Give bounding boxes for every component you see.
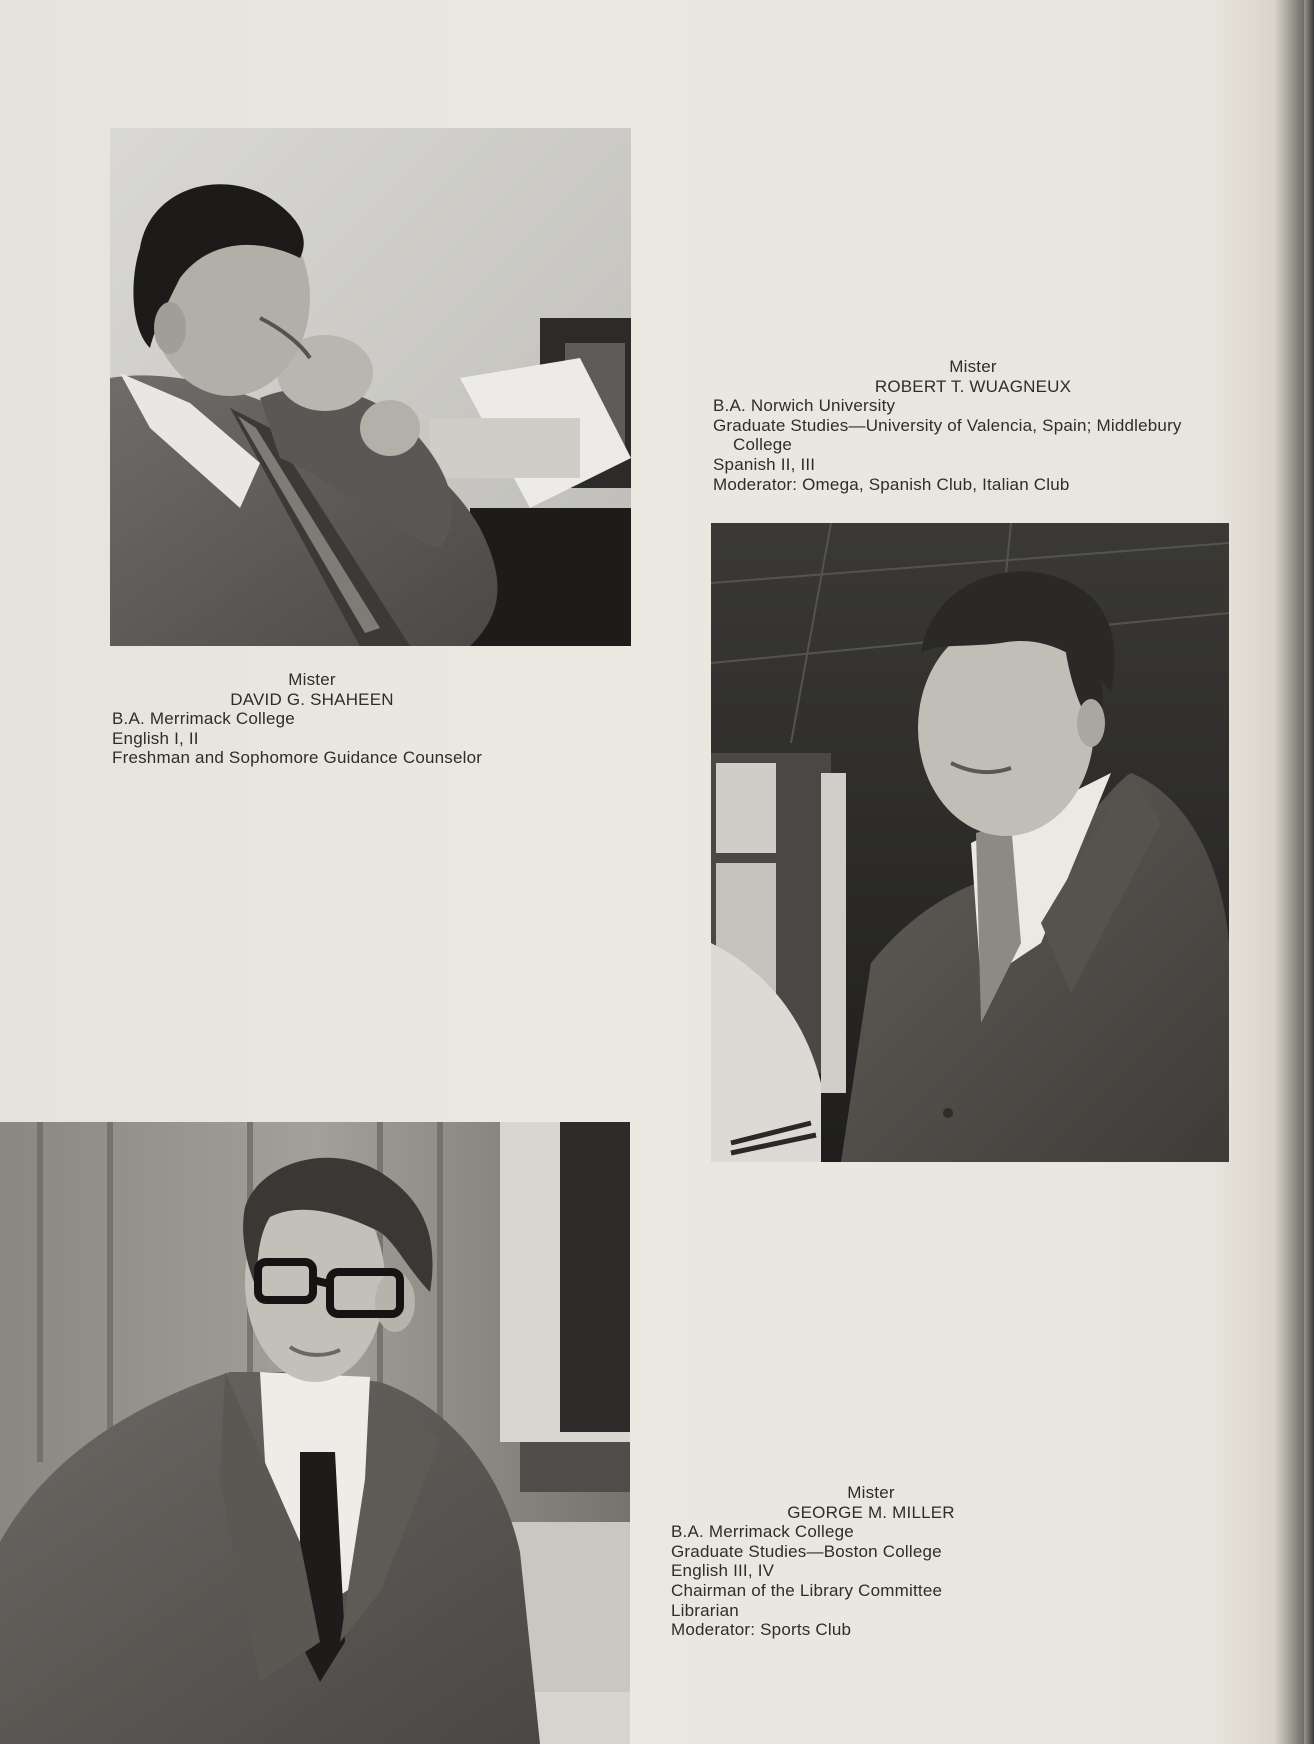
page-edge-shadow: [1304, 0, 1314, 1744]
teacher-name: DAVID G. SHAHEEN: [230, 689, 394, 709]
librarian-role: Librarian: [671, 1600, 739, 1620]
honorific: Mister: [847, 1483, 895, 1502]
courses: Spanish II, III: [713, 454, 816, 474]
teacher-name: GEORGE M. MILLER: [787, 1502, 955, 1522]
moderator: Moderator: Omega, Spanish Club, Italian Club: [713, 474, 1070, 494]
role: Freshman and Sophomore Guidance Counselor: [112, 748, 483, 768]
degree: B.A. Merrimack College: [671, 1522, 854, 1542]
degree: B.A. Merrimack College: [112, 709, 295, 729]
portrait-photo-wuagneux: [711, 523, 1229, 1162]
courses: English III, IV: [671, 1561, 775, 1581]
teacher-name: ROBERT T. WUAGNEUX: [874, 376, 1072, 396]
graduate-studies: Graduate Studies—Boston College: [671, 1541, 942, 1561]
caption-shaheen: [112, 670, 512, 768]
committee-role: Chairman of the Library Committee: [671, 1580, 943, 1600]
degree: B.A. Norwich University: [713, 396, 896, 416]
caption-miller: [671, 1483, 1071, 1640]
portrait-photo-shaheen: [110, 128, 631, 646]
portrait-photo-miller: [0, 1122, 630, 1744]
honorific: Mister: [288, 670, 336, 689]
caption-wuagneux: [713, 357, 1233, 494]
graduate-studies: Graduate Studies—University of Valencia, Spain; Middlebury: [713, 415, 1182, 435]
honorific: Mister: [949, 357, 997, 376]
moderator: Moderator: Sports Club: [671, 1620, 852, 1640]
graduate-studies-continued: College: [733, 435, 793, 455]
courses: English I, II: [112, 728, 199, 748]
